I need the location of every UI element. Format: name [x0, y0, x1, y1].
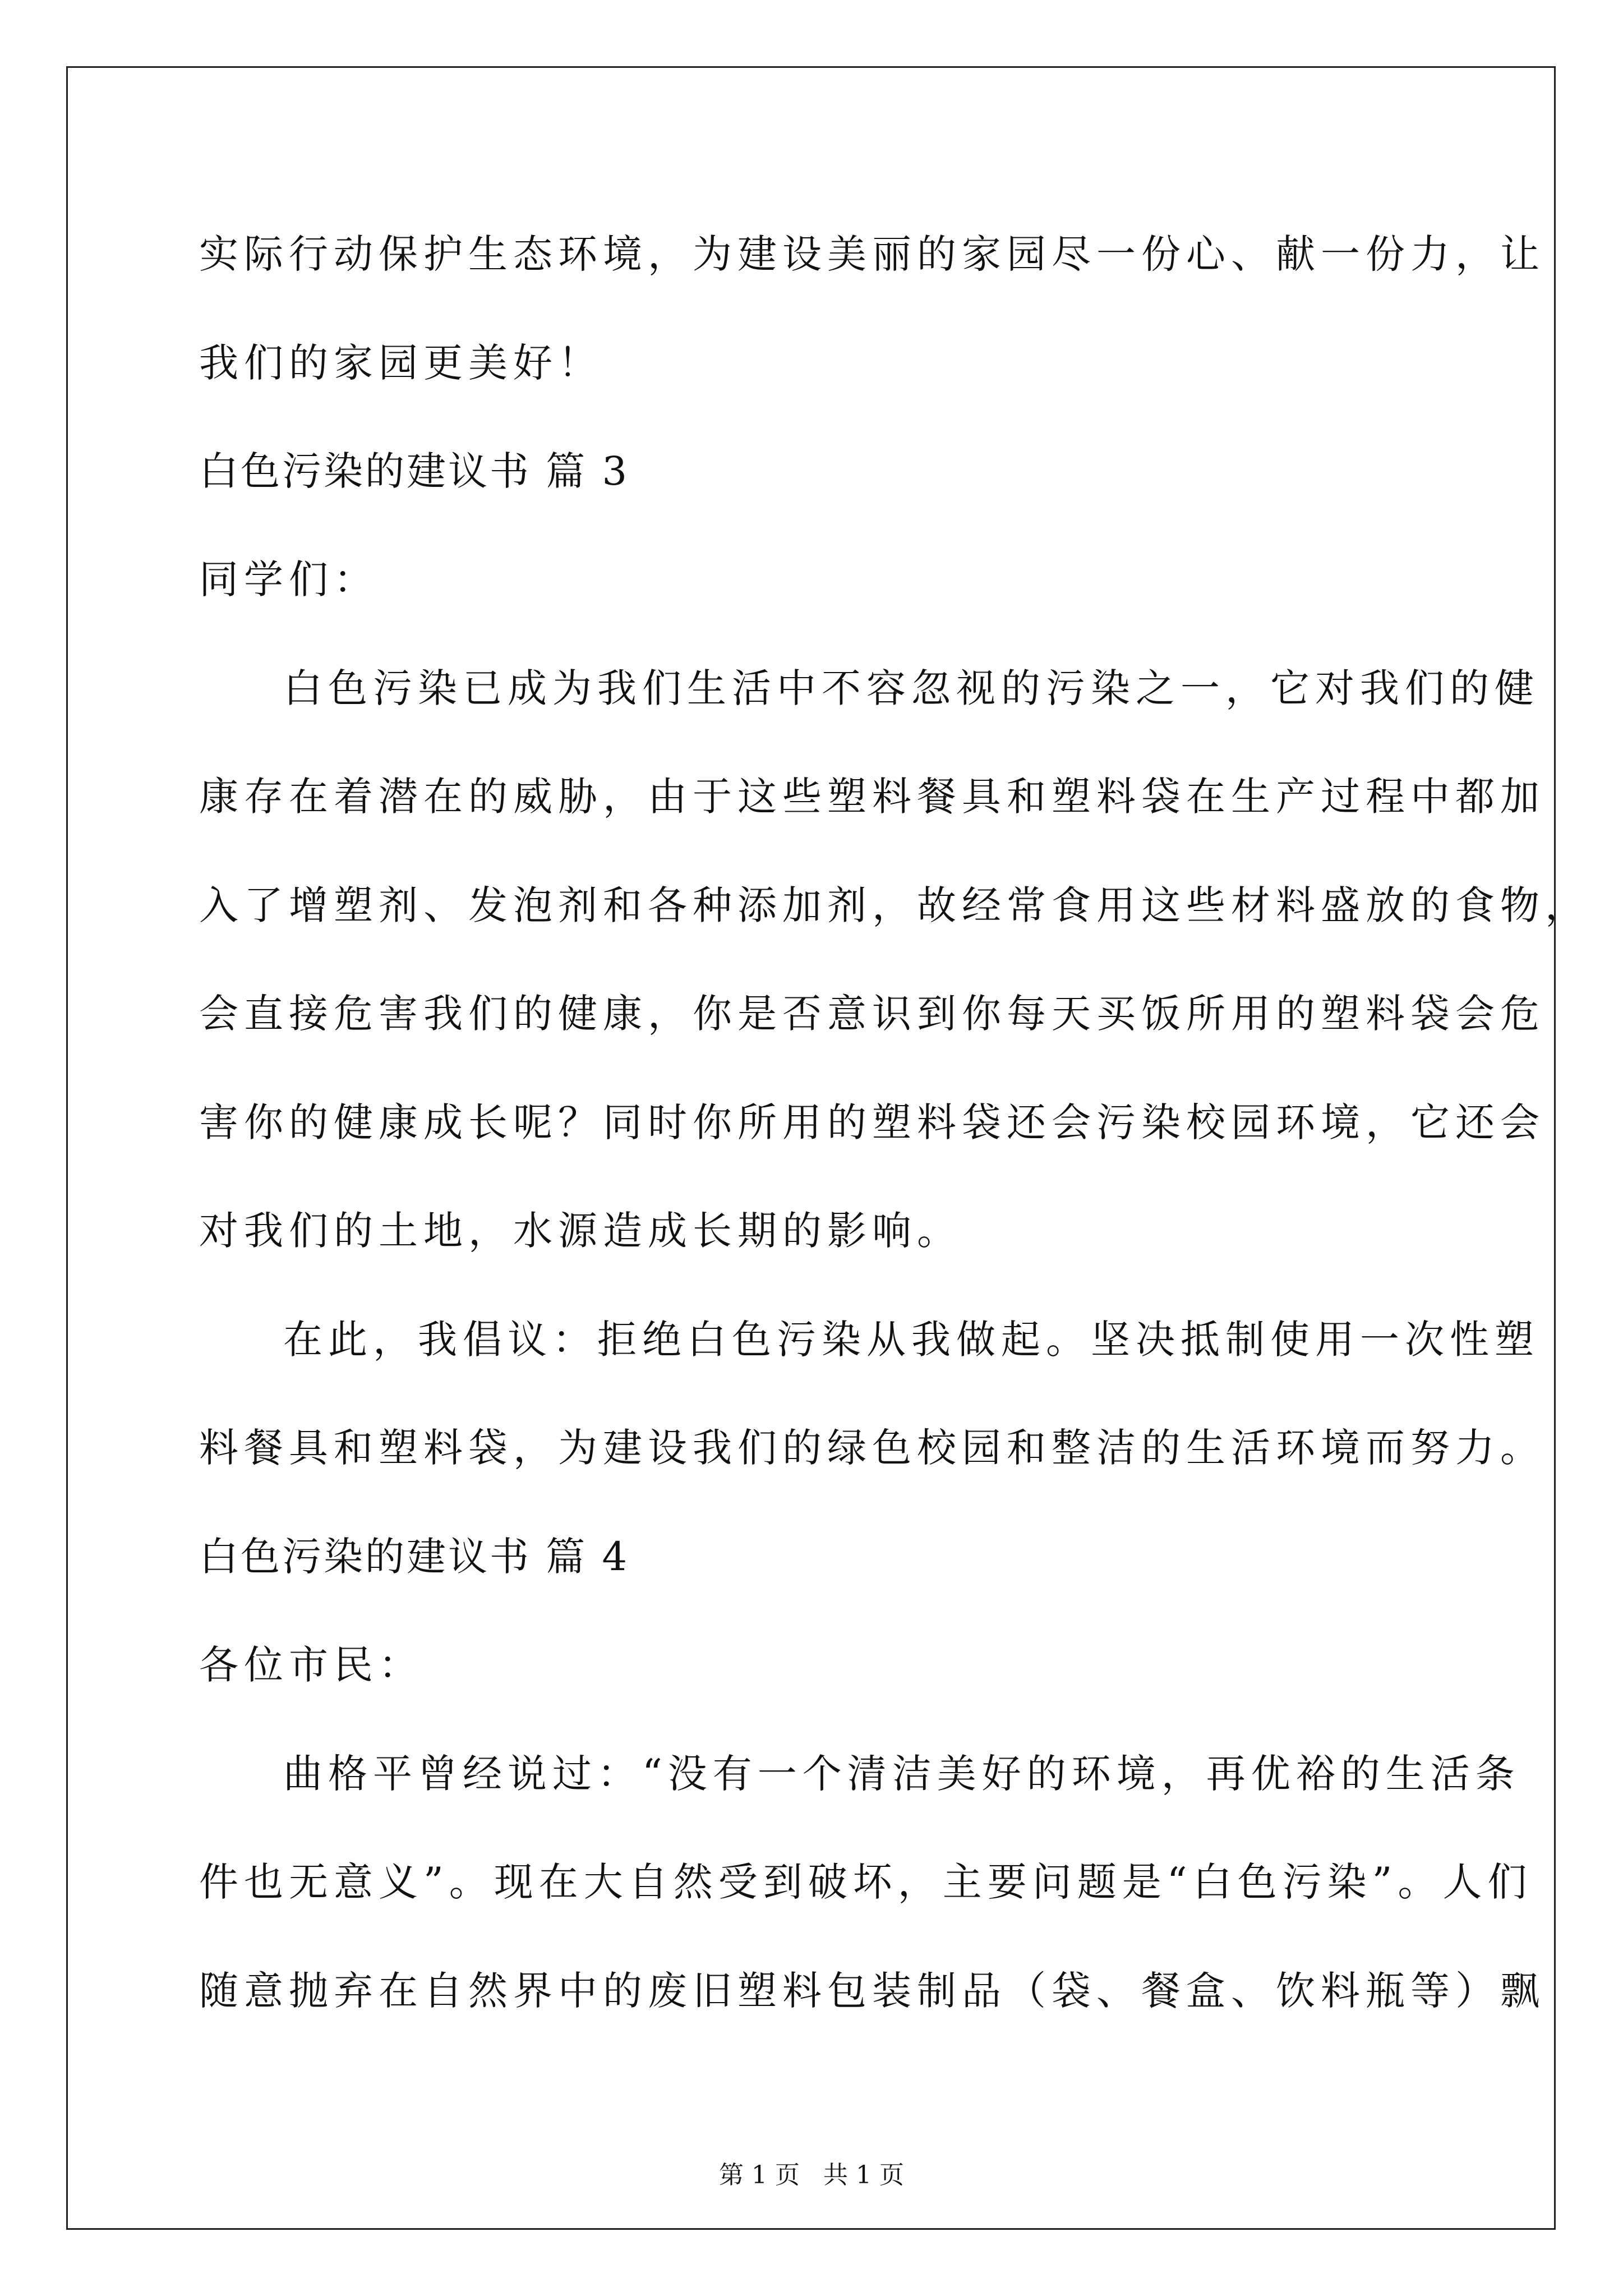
paragraph-line: 在此，我倡议：拒绝白色污染从我做起。坚决抵制使用一次性塑 [283, 1317, 1539, 1363]
page-footer [0, 2159, 1623, 2192]
paragraph-line: 会直接危害我们的健康，你是否意识到你每天买饭所用的塑料袋会危 [199, 991, 1545, 1037]
section-title: 白色污染的建议书 篇 4 [199, 1534, 630, 1580]
page-number: 第 1 页 [719, 2161, 800, 2189]
paragraph-line: 随意抛弃在自然界中的废旧塑料包装制品（袋、餐盒、饮料瓶等）飘 [199, 1968, 1545, 2014]
paragraph-line: 入了增塑剂、发泡剂和各种添加剂，故经常食用这些材料盛放的食物， [199, 882, 1590, 928]
paragraph-line: 件也无意义”。现在大自然受到破坏，主要问题是“白色污染”。人们 [199, 1859, 1533, 1905]
paragraph-line: 害你的健康成长呢？同时你所用的塑料袋还会污染校园环境，它还会 [199, 1099, 1545, 1145]
paragraph-line: 白色污染已成为我们生活中不容忽视的污染之一，它对我们的健 [283, 665, 1539, 711]
paragraph-line: 对我们的土地，水源造成长期的影响。 [199, 1208, 962, 1254]
page-total: 共 1 页 [823, 2161, 904, 2189]
paragraph-line: 康存在着潜在的威胁，由于这些塑料餐具和塑料袋在生产过程中都加 [199, 774, 1545, 820]
section-title: 白色污染的建议书 篇 3 [199, 448, 630, 494]
text-line: 我们的家园更美好！ [199, 340, 603, 386]
paragraph-line: 曲格平曾经说过：“没有一个清洁美好的环境，再优裕的生活条 [283, 1751, 1520, 1797]
text-line: 实际行动保护生态环境，为建设美丽的家园尽一份心、献一份力，让 [199, 231, 1545, 277]
salutation: 同学们： [199, 556, 379, 602]
paragraph-line: 料餐具和塑料袋，为建设我们的绿色校园和整洁的生活环境而努力。 [199, 1425, 1545, 1471]
salutation: 各位市民： [199, 1642, 423, 1688]
